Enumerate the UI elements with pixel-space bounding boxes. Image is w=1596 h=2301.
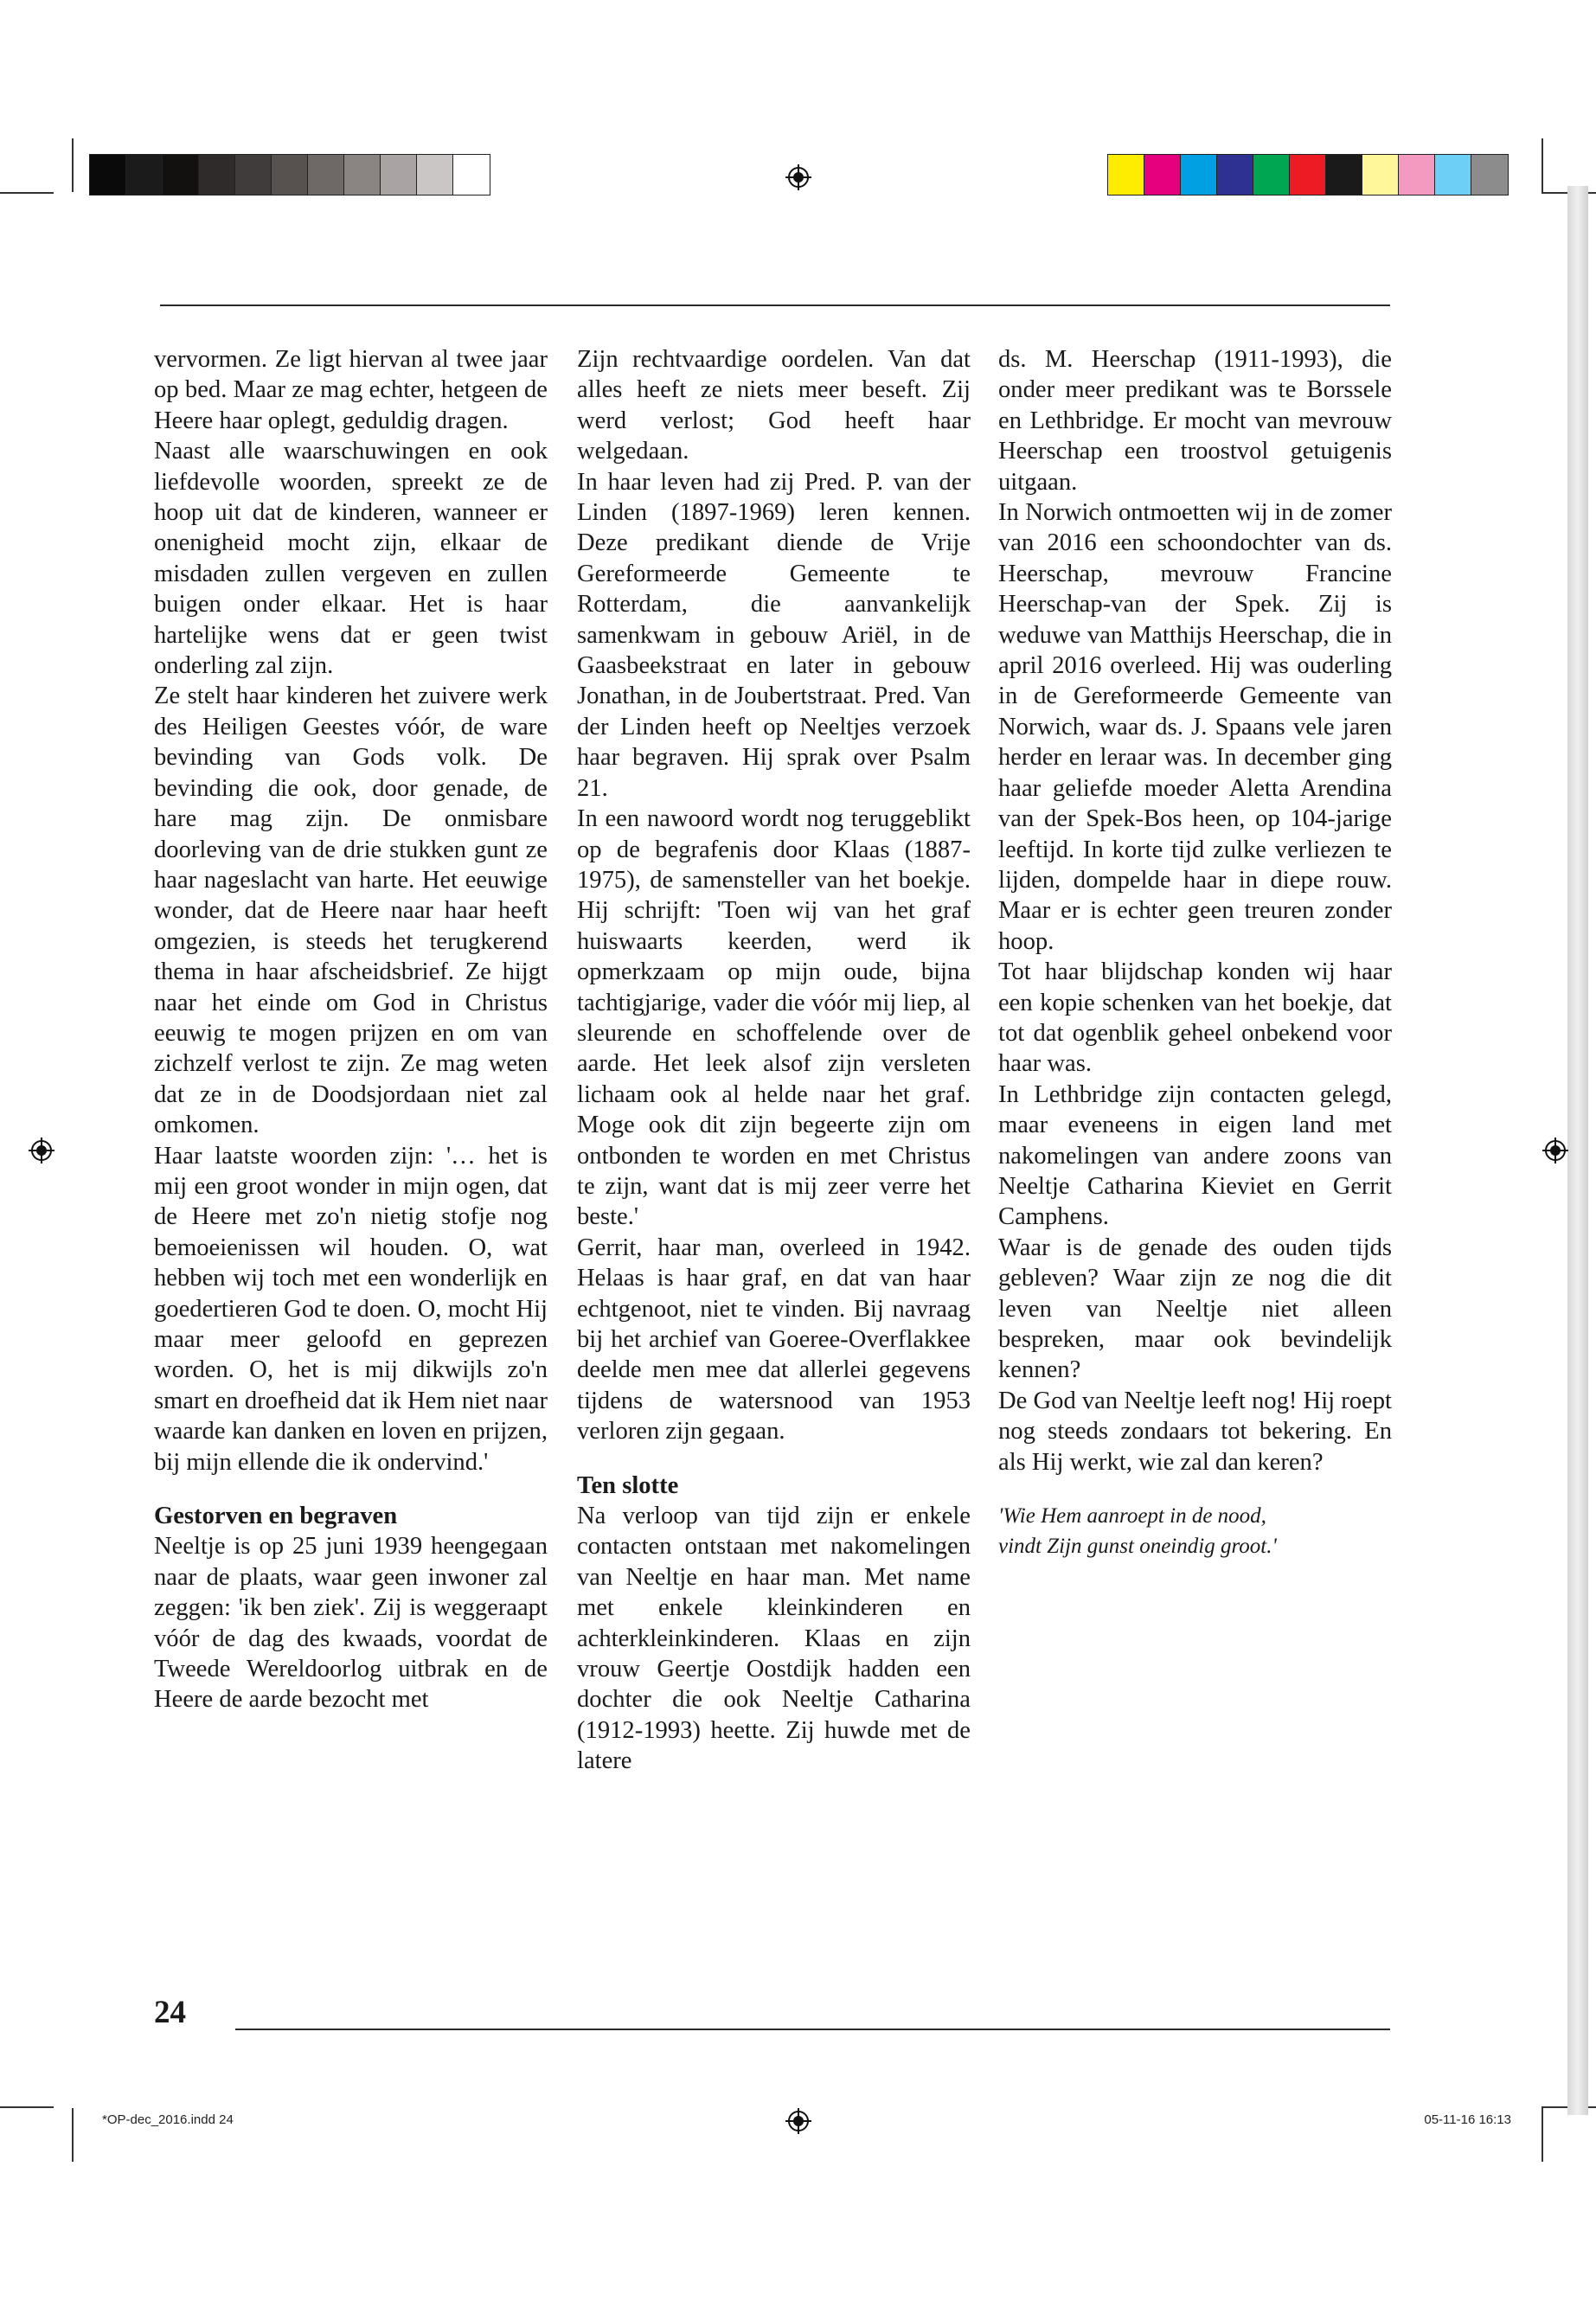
color-swatch — [272, 155, 308, 195]
color-swatch — [1435, 155, 1471, 195]
section-heading: Gestorven en begraven — [154, 1503, 398, 1530]
color-swatch — [1399, 155, 1435, 195]
gray-scale-strip — [89, 154, 490, 195]
column-1 — [154, 344, 548, 1715]
paragraph: Neeltje is op 25 juni 1939 heengegaan naar de plaats, waar geen inwoner zal zeggen: 'ik ben ziek'. Zij is weggeraapt vóór de dag des kwaads, voordat de Tweede Wereldoorlog uitbrak en de Heere de aarde bezocht met — [154, 1533, 548, 1714]
paragraph: vervormen. Ze ligt hiervan al twee jaar op bed. Maar ze mag echter, hetgeen de Heere haar oplegt, geduldig dragen. — [154, 346, 548, 434]
paragraph: Na verloop van tijd zijn er enkele contacten ontstaan met nakomelingen van Neeltje en haar man. Met name met enkele kleinkinderen en achterkleinkinderen. Klaas en zijn vrouw Geertje Oostdijk hadden een dochter die ook Neeltje Catharina (1912-1993) heette. Zij huwde met de latere — [577, 1503, 971, 1775]
color-swatch — [1362, 155, 1399, 195]
color-swatch — [90, 155, 126, 195]
paragraph: Naast alle waarschuwingen en ook liefdevolle woorden, spreekt ze de hoop uit dat de kinderen, wanneer er onenigheid mocht zijn, elkaar de misdaden zullen vergeven en zullen buigen onder elkaar. Het is haar hartelijke wens dat er geen twist onderling zal zijn. — [154, 438, 548, 680]
crop-mark — [72, 138, 74, 192]
color-swatch — [453, 155, 490, 195]
crop-mark — [72, 2108, 74, 2162]
paragraph: Zijn rechtvaardige oordelen. Van dat alles heeft ze niets meer beseft. Zij werd verlost; God heeft haar welgedaan. — [577, 346, 971, 465]
section-heading: Ten slotte — [577, 1471, 679, 1499]
slug-filename: *OP-dec_2016.indd 24 — [102, 2112, 234, 2127]
paragraph: Gerrit, haar man, overleed in 1942. Helaas is haar graf, en dat van haar echtgenoot, niet te vinden. Bij navraag bij het archief van Goeree-Overflakkee deelde men mee dat allerlei gegevens tijdens de watersnood van 1953 verloren zijn gegaan. — [577, 1234, 971, 1445]
color-swatch — [1108, 155, 1144, 195]
color-swatch — [126, 155, 163, 195]
color-swatch — [1471, 155, 1508, 195]
quote-line: vindt Zijn gunst oneindig groot.' — [998, 1535, 1277, 1559]
quote-line: 'Wie Hem aanroept in de nood, — [998, 1504, 1266, 1529]
crop-mark — [0, 2106, 54, 2108]
registration-target-icon — [785, 164, 811, 190]
paragraph: Tot haar blijdschap konden wij haar een kopie schenken van het boekje, dat tot dat ogenblik geheel onbekend voor haar was. — [998, 958, 1392, 1078]
crop-mark — [1542, 2108, 1543, 2162]
color-swatch — [1217, 155, 1253, 195]
color-swatch — [1290, 155, 1326, 195]
color-swatch — [1181, 155, 1217, 195]
color-swatch — [1326, 155, 1362, 195]
color-swatch — [308, 155, 344, 195]
color-swatch — [381, 155, 417, 195]
color-bar-strip — [1107, 154, 1509, 195]
registration-target-icon — [29, 1138, 54, 1163]
paragraph: In haar leven had zij Pred. P. van der Linden (1897-1969) leren kennen. Deze predikant diende de Vrije Gereformeerde Gemeente te Rotterdam, die aanvankelijk samenkwam in gebouw Ariël, in de Gaasbeekstraat en later in gebouw Jonathan, in de Joubertstraat. Pred. Van der Linden heeft op Neeltjes verzoek haar begraven. Hij sprak over Psalm 21. — [577, 468, 971, 802]
bleed-bar — [1567, 186, 1588, 2115]
paragraph: Waar is de genade des ouden tijds gebleven? Waar zijn ze nog die dit leven van Neeltje niet alleen bespreken, maar ook bevindelijk kennen? — [998, 1234, 1392, 1384]
paragraph: ds. M. Heerschap (1911-1993), die onder meer predikant was te Borssele en Lethbridge. Er mocht van mevrouw Heerschap een troostvol getuigenis uitgaan. — [998, 346, 1392, 496]
column-3 — [998, 344, 1392, 1561]
paragraph: In een nawoord wordt nog teruggeblikt op de begrafenis door Klaas (1887-1975), de samensteller van het boekje. Hij schrijft: 'Toen wij van het graf huiswaarts keerden, werd ik opmerkzaam op mijn oude, bijna tachtigjarige, vader die vóór mij liep, al sleurende en schoffelende over de aarde. Het leek alsof zijn versleten lichaam ook al helde naar het graf. Moge ook dit zijn begeerte zijn om ontbonden te worden en met Christus te zijn, want dat is mij zeer verre het beste.' — [577, 805, 971, 1231]
color-swatch — [1253, 155, 1290, 195]
color-swatch — [344, 155, 381, 195]
color-swatch — [163, 155, 199, 195]
crop-mark — [0, 192, 54, 194]
registration-target-icon — [785, 2108, 811, 2134]
paragraph: In Lethbridge zijn contacten gelegd, maar eveneens in eigen land met nakomelingen van andere zoons van Neeltje Catharina Kieviet en Gerrit Camphens. — [998, 1080, 1392, 1231]
paragraph: De God van Neeltje leeft nog! Hij roept nog steeds zondaars tot bekering. En als Hij werkt, wie zal dan keren? — [998, 1387, 1392, 1476]
closing-quote — [998, 1501, 1392, 1561]
paragraph: Haar laatste woorden zijn: '… het is mij een groot wonder in mijn ogen, dat de Heere met zo'n nietig stofje nog bemoeienissen wil houden. O, wat hebben wij toch met een wonderlijk en goedertieren God te doen. O, mocht Hij maar meer geloofd en geprezen worden. O, het is mij dikwijls zo'n smart en droefheid dat ik Hem niet naar waarde kan danken en loven en prijzen, bij mijn ellende die ik ondervind.' — [154, 1142, 548, 1476]
paragraph: Ze stelt haar kinderen het zuivere werk des Heiligen Geestes vóór, de ware bevinding van Gods volk. De bevinding die ook, door genade, de hare mag zijn. De onmisbare doorleving van de drie stukken gunt ze haar nageslacht van harte. Het eeuwige wonder, dat de Heere naar haar heeft omgezien, is steeds het terugkerend thema in haar afscheidsbrief. Ze hijgt naar het einde om God in Christus eeuwig te mogen prijzen en om van zichzelf verlost te zijn. Ze mag weten dat ze in de Doodsjordaan niet zal omkomen. — [154, 683, 548, 1139]
crop-mark — [1542, 138, 1543, 192]
slug-timestamp: 05-11-16 16:13 — [1424, 2112, 1511, 2127]
paragraph: In Norwich ontmoetten wij in de zomer van 2016 een schoondochter van ds. Heerschap, mevrouw Francine Heerschap-van der Spek. Zij is weduwe van Matthijs Heerschap, die in april 2016 overleed. Hij was ouderling in de Gereformeerde Gemeente van Norwich, waar ds. J. Spaans vele jaren herder en leraar was. In december ging haar geliefde moeder Aletta Arendina van der Spek-Bos heen, op 104-jarige leeftijd. In korte tijd zulke verliezen te lijden, dompelde haar in diepe rouw. Maar er is echter geen treuren zonder hoop. — [998, 499, 1392, 955]
color-swatch — [199, 155, 235, 195]
color-swatch — [235, 155, 272, 195]
header-rule — [160, 304, 1390, 306]
registration-target-icon — [1542, 1138, 1568, 1163]
color-swatch — [1144, 155, 1181, 195]
page-number: 24 — [154, 1995, 186, 2030]
color-swatch — [417, 155, 453, 195]
column-2 — [577, 344, 971, 1777]
footer-rule — [235, 2029, 1390, 2030]
